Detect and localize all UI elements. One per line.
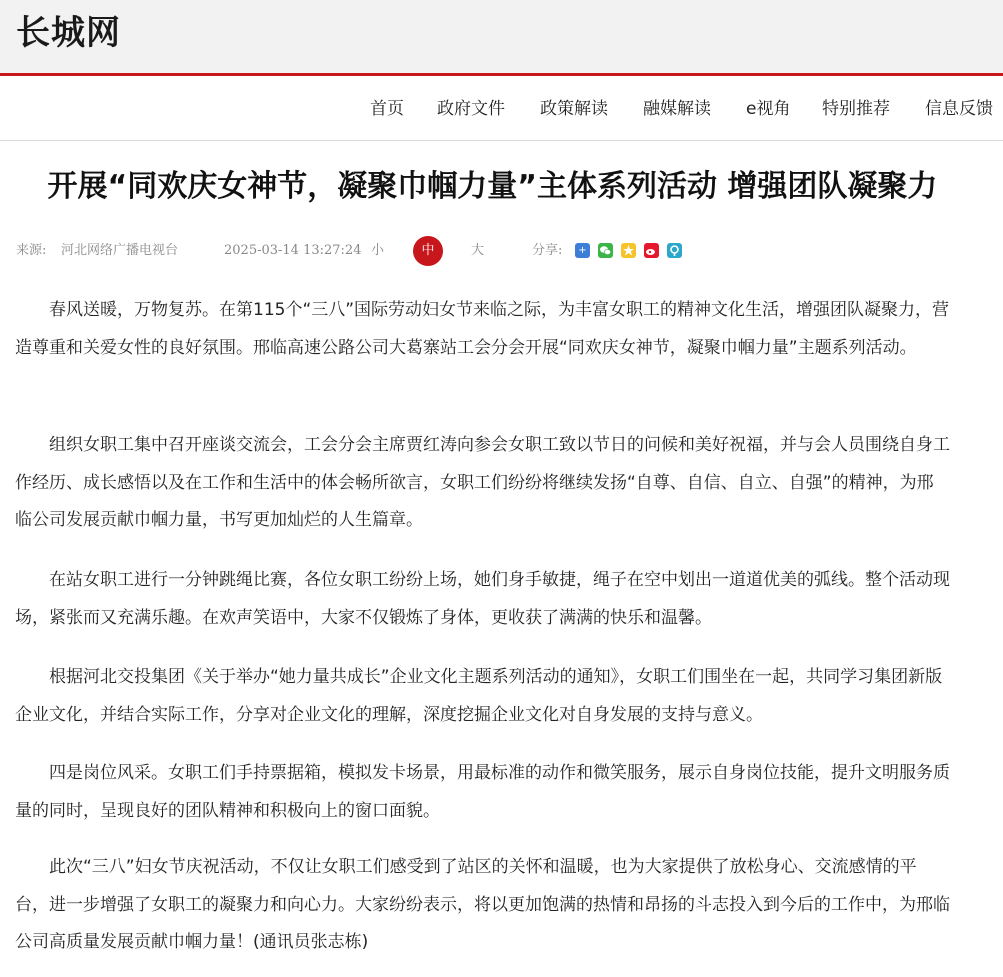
nav-item-media[interactable]: 融媒解读: [643, 99, 711, 119]
main-nav: [0, 79, 1003, 141]
weibo-icon[interactable]: [644, 243, 659, 258]
source-name: 河北网络广播电视台: [61, 243, 179, 258]
wechat-icon[interactable]: [598, 243, 613, 258]
qzone-icon[interactable]: [621, 243, 636, 258]
nav-item-gov-docs[interactable]: 政府文件: [437, 99, 505, 119]
site-header: [0, 0, 1003, 76]
nav-item-policy[interactable]: 政策解读: [540, 99, 608, 119]
nav-item-featured[interactable]: 特别推荐: [822, 99, 890, 119]
article-paragraph-2: 组织女职工集中召开座谈交流会，工会分会主席贾红涛向参会女职工致以节日的问候和美好祝福，并与会人员围绕自身工作经历、成长感悟以及在工作和生活中的体会畅所欲言，女职工们纷纷将继续发扬“自尊、自信、自立、自强”的精神，为邢临公司发展贡献巾帼力量，书写更加灿烂的人生篇章。: [15, 435, 950, 530]
publish-time: 2025-03-14 13:27:24: [224, 243, 362, 258]
nav-item-feedback[interactable]: 信息反馈: [925, 99, 993, 119]
font-size-large-button[interactable]: 大: [471, 243, 485, 258]
article-paragraph-4: 根据河北交投集团《关于举办“她力量共成长”企业文化主题系列活动的通知》，女职工们围坐在一起，共同学习集团新版企业文化，并结合实际工作，分享对企业文化的理解，深度挖掘企业文化对自身发展的支持与意义。: [15, 667, 943, 725]
plus-share-icon[interactable]: +: [575, 243, 590, 258]
source-label: 来源:: [16, 243, 47, 258]
people-icon[interactable]: [667, 243, 682, 258]
nav-item-e-view[interactable]: e视角: [746, 99, 791, 119]
article-paragraph-6: 此次“三八”妇女节庆祝活动，不仅让女职工们感受到了站区的关怀和温暖，也为大家提供了放松身心、交流感情的平台，进一步增强了女职工的凝聚力和向心力。大家纷纷表示，将以更加饱满的热情和昂扬的斗志投入到今后的工作中，为邢临公司高质量发展贡献巾帼力量！(通讯员张志栋): [15, 857, 950, 952]
font-size-medium-button[interactable]: 中: [413, 236, 443, 266]
article-title: 开展“同欢庆女神节，凝聚巾帼力量”主体系列活动 增强团队凝聚力: [47, 169, 938, 204]
share-label: 分享:: [532, 243, 563, 258]
site-logo[interactable]: 长城网: [16, 13, 121, 53]
font-size-small-button[interactable]: 小: [371, 243, 385, 258]
article-paragraph-5: 四是岗位风采。女职工们手持票据箱，模拟发卡场景，用最标准的动作和微笑服务，展示自身岗位技能，提升文明服务质量的同时，呈现良好的团队精神和积极向上的窗口面貌。: [15, 763, 950, 821]
nav-item-home[interactable]: 首页: [370, 99, 404, 119]
article-paragraph-3: 在站女职工进行一分钟跳绳比赛，各位女职工纷纷上场，她们身手敏捷，绳子在空中划出一道道优美的弧线。整个活动现场，紧张而又充满乐趣。在欢声笑语中，大家不仅锻炼了身体，更收获了满满的快乐和温馨。: [15, 570, 950, 628]
article-paragraph-1: 春风送暖，万物复苏。在第115个“三八”国际劳动妇女节来临之际，为丰富女职工的精神文化生活，增强团队凝聚力，营造尊重和关爱女性的良好氛围。邢临高速公路公司大葛寨站工会分会开展“同欢庆女神节，凝聚巾帼力量”主题系列活动。: [15, 300, 950, 358]
